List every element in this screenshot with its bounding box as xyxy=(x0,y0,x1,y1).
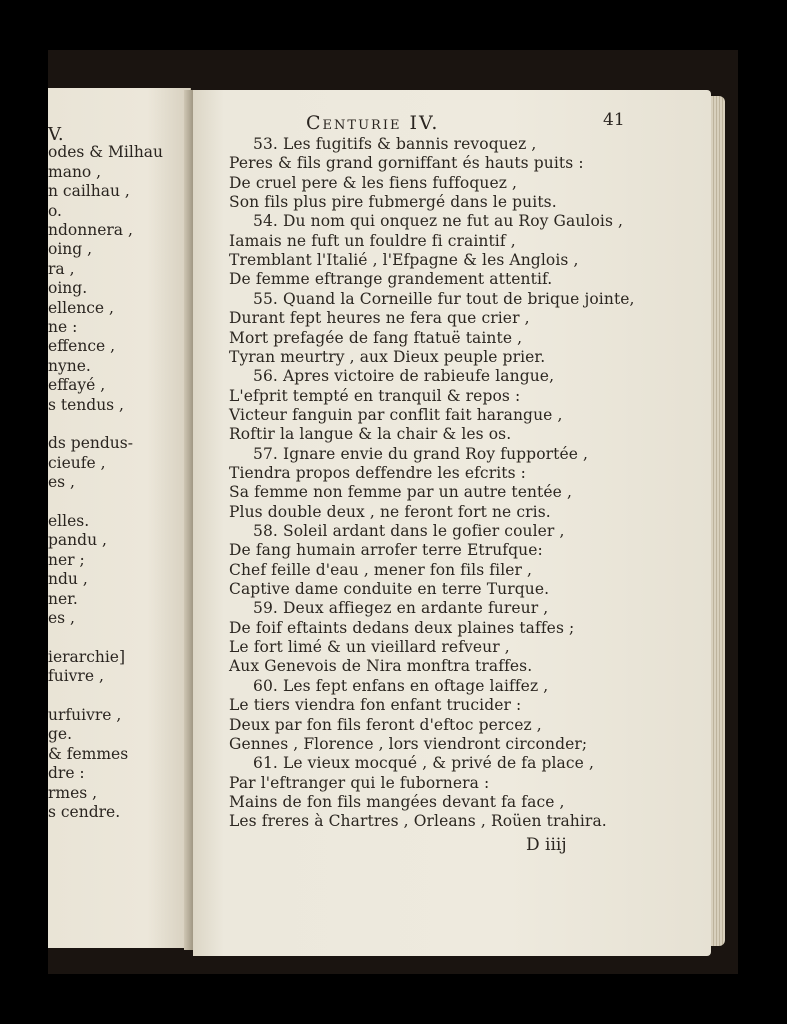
verse-line: Captive dame conduite en terre Turque. xyxy=(229,580,550,599)
verse-line: Les freres à Chartres , Orleans , Roüen trahira. xyxy=(229,812,607,831)
verse-line: 55. Quand la Corneille fur tout de brique jointe, xyxy=(253,289,635,308)
left-page-line: elles. xyxy=(48,512,90,530)
left-page-line: ge. xyxy=(48,725,73,744)
signature-mark: D iiij xyxy=(526,835,567,855)
verse-line: Chef feille d'eau , mener fon fils filer , xyxy=(229,560,533,579)
left-page-line: o. xyxy=(48,201,62,220)
verse-line: Le fort limé & un vieillard refveur , xyxy=(229,638,510,657)
left-page-line: urfuivre , xyxy=(48,706,122,724)
left-page-line: mano , xyxy=(48,162,102,181)
left-page-line: es , xyxy=(48,609,75,627)
left-page-line: ner ; xyxy=(48,550,85,569)
left-page-line: V. xyxy=(48,124,64,145)
left-page-line: es , xyxy=(48,473,75,492)
verse-line: Par l'eftranger qui le fubornera : xyxy=(229,773,490,792)
left-page-line: rmes , xyxy=(48,783,98,802)
verse-line: Mains de fon fils mangées devant fa face , xyxy=(229,792,565,811)
verse-line: 53. Les fugitifs & bannis revoquez , xyxy=(253,135,537,153)
verse-line: Tremblant l'Italié , l'Efpagne & les Anglois , xyxy=(229,251,579,270)
page-edges xyxy=(711,96,725,946)
verse-line: Le tiers viendra fon enfant trucider : xyxy=(229,696,522,715)
verse-line: 58. Soleil ardant dans le gofier couler , xyxy=(253,522,565,540)
verse-line: Aux Genevois de Nira monftra traffes. xyxy=(229,657,533,676)
verse-line: Tyran meurtry , aux Dieux peuple prier. xyxy=(229,347,546,366)
left-page-line: & femmes xyxy=(48,744,129,763)
left-page-line: ner. xyxy=(48,589,78,608)
verse-line: Victeur fanguin par conflit fait harangue , xyxy=(229,405,563,424)
left-page-line: cieufe , xyxy=(48,453,106,472)
verse-line: Son fils plus pire fubmergé dans le puits. xyxy=(229,193,557,212)
verse-line: Iamais ne fuft un fouldre fi craintif , xyxy=(229,231,516,250)
verse-line: De foif eftaints dedans deux plaines taffes ; xyxy=(229,618,575,637)
left-page-line: oing , xyxy=(48,240,93,259)
left-page-line: nyne. xyxy=(48,356,91,375)
book-photo xyxy=(48,50,738,974)
left-page-line: ra , xyxy=(48,259,75,278)
verse-line: Roftir la langue & la chair & les os. xyxy=(229,425,512,444)
verse-line: 54. Du nom qui onquez ne fut au Roy Gaulois , xyxy=(253,212,624,231)
left-page-line: pandu , xyxy=(48,531,107,550)
verse-line: Gennes , Florence , lors viendront circonder; xyxy=(229,734,588,753)
left-page-line: ierarchie] xyxy=(48,647,126,666)
verse-line: Durant fept heures ne fera que crier , xyxy=(229,309,530,328)
verse-line: 60. Les fept enfans en oftage laiffez , xyxy=(253,676,549,695)
verse-line: L'efprit tempté en tranquil & repos : xyxy=(229,386,521,405)
left-page-line: fuivre , xyxy=(48,667,104,686)
left-page-line: oing. xyxy=(48,279,88,298)
verse-line: Peres & fils grand gorniffant és hauts puits : xyxy=(229,154,584,173)
verse-line: De femme eftrange grandement attentif. xyxy=(229,270,553,289)
left-page-line: odes & Milhau xyxy=(48,143,164,162)
verse-line: 61. Le vieux mocqué , & privé de fa place , xyxy=(253,754,595,773)
verse-line: Sa femme non femme par un autre tentée , xyxy=(229,483,572,502)
page-number: 41 xyxy=(603,110,625,130)
left-page-line: effence , xyxy=(48,337,116,356)
verse-line: De fang humain arrofer terre Etrufque: xyxy=(229,541,543,560)
left-page-line: ndonnera , xyxy=(48,221,133,239)
left-page-line: ne : xyxy=(48,318,78,336)
left-page-line: ndu , xyxy=(48,570,88,589)
left-page-line: s tendus , xyxy=(48,395,124,414)
left-page-line: effayé , xyxy=(48,376,106,395)
left-page-line: ellence , xyxy=(48,298,114,317)
verse-line: 56. Apres victoire de rabieufe langue, xyxy=(253,367,555,386)
left-page-line: ds pendus- xyxy=(48,434,133,453)
verse-line: Plus double deux , ne feront fort ne cris. xyxy=(229,502,551,521)
running-header: Centurie IV. xyxy=(306,112,440,134)
verse-line: 59. Deux affiegez en ardante fureur , xyxy=(253,599,549,618)
left-page-line: n cailhau , xyxy=(48,182,130,201)
left-page xyxy=(48,88,191,948)
verse-line: Mort prefagée de fang ftatuë tainte , xyxy=(229,328,523,347)
verse-line: 57. Ignare envie du grand Roy fupportée , xyxy=(253,444,589,463)
left-page-line: dre : xyxy=(48,764,85,783)
verse-line: Deux par fon fils feront d'eftoc percez , xyxy=(229,715,542,734)
verse-line: De cruel pere & les fiens fuffoquez , xyxy=(229,173,518,192)
left-page-line: s cendre. xyxy=(48,803,121,821)
verse-line: Tiendra propos deffendre les efcrits : xyxy=(229,463,527,482)
